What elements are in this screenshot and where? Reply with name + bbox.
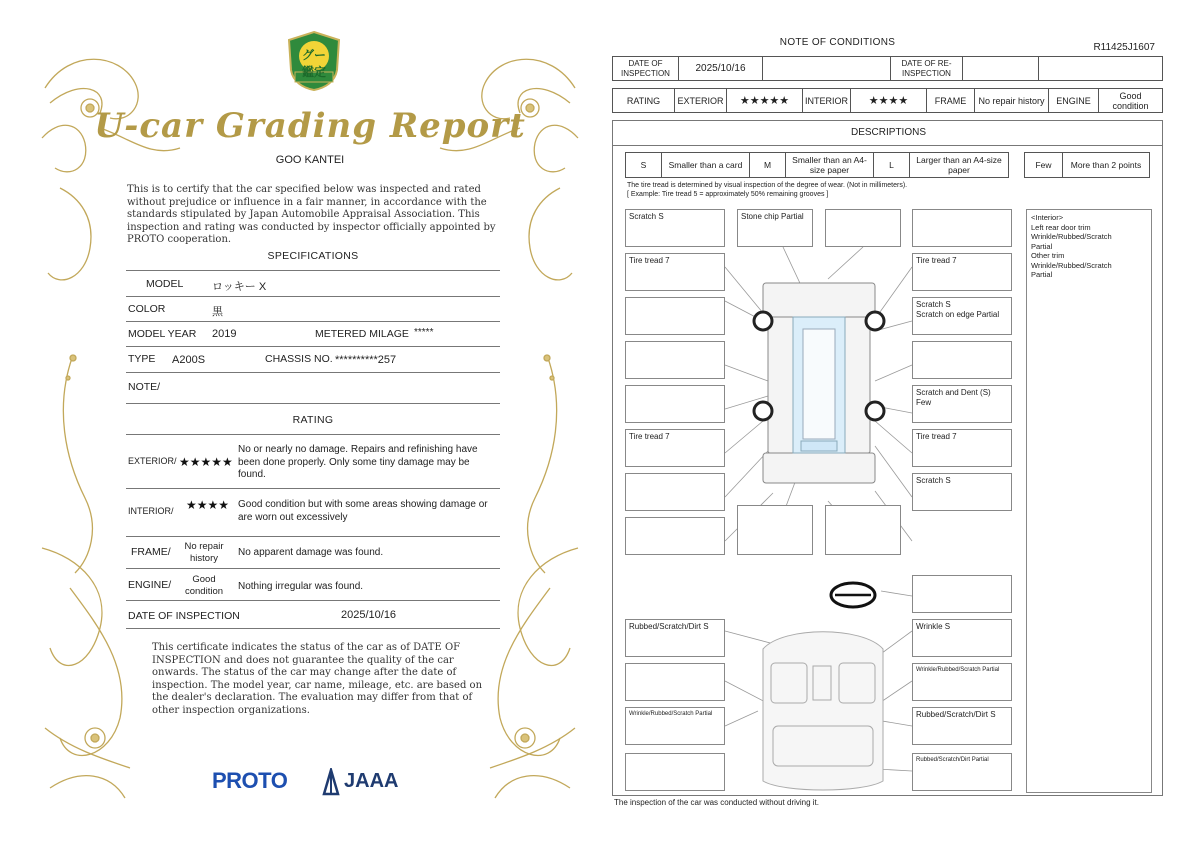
note-box-empty — [625, 753, 725, 791]
date-of-reinspection-label: DATE OF RE-INSPECTION — [891, 57, 963, 81]
interior-description: Good condition but with some areas showing damage or are worn out excessively — [238, 499, 488, 523]
blank-cell — [963, 57, 1039, 81]
note-box-empty — [625, 341, 725, 379]
frame-label: FRAME — [927, 89, 975, 113]
blank-cell — [1039, 57, 1163, 81]
inspection-date-table — [612, 56, 1163, 81]
divider — [126, 321, 500, 322]
divider — [126, 270, 500, 271]
metered-mileage-label: METERED MILAGE — [315, 328, 409, 340]
grading-certificate — [40, 28, 580, 818]
note-box-empty — [825, 505, 901, 555]
engine-label: ENGINE/ — [128, 579, 172, 591]
engine-description: Nothing irregular was found. — [238, 581, 364, 592]
note-box-scratch-edge — [912, 297, 1012, 335]
legend-few-desc: More than 2 points — [1063, 153, 1150, 178]
date-of-inspection-label: DATE OF INSPECTION — [613, 57, 679, 81]
note-box-scratch-rear: Scratch S — [912, 473, 1012, 511]
note-box-tire-front-left: Tire tread 7 — [625, 253, 725, 291]
scratch-edge-line-1: Scratch S — [916, 300, 951, 309]
interior-stars: ★★★★ — [851, 89, 927, 113]
divider — [126, 600, 500, 601]
engine-value: Good condition — [184, 574, 224, 597]
color-value: 黒 — [212, 306, 223, 318]
metered-mileage-value: ***** — [414, 327, 434, 338]
frame-label: FRAME/ — [131, 546, 171, 558]
tire-note-line-1: The tire tread is determined by visual inspection of the degree of wear. (Not in millimeters). — [627, 182, 908, 189]
blank-cell — [763, 57, 891, 81]
badge-text: グー鑑定 — [301, 48, 326, 79]
note-box-rubbed-left: Rubbed/Scratch/Dirt S — [625, 619, 725, 657]
exterior-description: No or nearly no damage. Repairs and refinishing have been done properly. Only some tiny damage may be found. — [238, 444, 478, 480]
frame-value: No repair history — [184, 541, 224, 564]
color-label: COLOR — [128, 303, 166, 315]
exterior-label: EXTERIOR/ — [128, 456, 177, 466]
interior-note-line: <Interior> — [1031, 213, 1064, 222]
note-box-empty — [625, 297, 725, 335]
note-box-wrinkle-s: Wrinkle S — [912, 619, 1012, 657]
note-box-empty — [912, 209, 1012, 247]
note-box-empty — [625, 385, 725, 423]
exterior-stars: ★★★★★ — [727, 89, 803, 113]
exterior-stars: ★★★★★ — [179, 455, 233, 469]
rating-table — [612, 88, 1163, 113]
legend-few-key: Few — [1025, 153, 1063, 178]
date-of-inspection-value: 2025/10/16 — [679, 57, 763, 81]
model-year-value: 2019 — [212, 328, 237, 340]
note-box-tire-rear-left: Tire tread 7 — [625, 429, 725, 467]
frame-value: No repair history — [975, 89, 1049, 113]
jaaa-logo: JAAA — [344, 770, 399, 792]
jaaa-logo-icon — [322, 768, 340, 796]
descriptions-heading: DESCRIPTIONS — [850, 127, 926, 138]
note-label: NOTE/ — [128, 381, 161, 393]
divider — [126, 536, 500, 537]
type-label: TYPE — [128, 353, 156, 365]
note-box-wrinkle-left: Wrinkle/Rubbed/Scratch Partial — [625, 707, 725, 745]
type-value: A200S — [172, 354, 206, 366]
rating-label: RATING — [613, 89, 675, 113]
legend-m-key: M — [750, 153, 786, 178]
interior-label: INTERIOR/ — [128, 506, 174, 516]
report-subtitle: GOO KANTEI — [275, 154, 345, 166]
note-box-stone-chip: Stone chip Partial — [737, 209, 813, 247]
divider — [126, 434, 500, 435]
interior-note-line: Left rear door trim — [1031, 222, 1091, 232]
bottom-note: The inspection of the car was conducted without driving it. — [614, 798, 819, 807]
interior-note-line: Partial — [1031, 270, 1053, 279]
tire-note-line-2: [ Example: Tire tread 5 = approximately 50% remaining grooves ] — [627, 191, 829, 198]
legend-s-key: S — [626, 153, 662, 178]
legend-s-desc: Smaller than a card — [662, 153, 750, 178]
date-of-inspection-value: 2025/10/16 — [341, 609, 397, 621]
chassis-label: CHASSIS NO. — [265, 353, 333, 365]
date-of-inspection-label: DATE OF INSPECTION — [128, 610, 240, 622]
note-box-tire-front-right: Tire tread 7 — [912, 253, 1012, 291]
engine-label: ENGINE — [1049, 89, 1099, 113]
divider — [126, 628, 500, 629]
logos — [212, 768, 432, 798]
document-id: R11425J1607 — [1093, 42, 1155, 53]
certify-text: This is to certify that the car specified below was inspected and rated without prejudice or influence in a fair manner, in accordance with the standards stipulated by Japan Automobile Appraisal Association. This inspection and rating was conducted by inspector officially appointed by PROTO cooperation. — [127, 184, 496, 245]
report-title: U-car Grading Report — [94, 106, 526, 146]
specifications-heading: SPECIFICATIONS — [267, 250, 359, 262]
divider — [126, 346, 500, 347]
chassis-value: **********257 — [335, 354, 397, 366]
note-box-empty — [625, 517, 725, 555]
divider — [126, 403, 500, 404]
note-box-empty — [737, 505, 813, 555]
footer-note: This certificate indicates the status of the car as of DATE OF INSPECTION and does not guarantee the quality of the car onwards. The status of the car may change after the date of inspection. The model year, car name, mileage, etc. are based on the dealer's declaration. The evaluation may differ from that of other inspection organizations. — [152, 642, 483, 716]
note-box-empty — [825, 209, 901, 247]
divider — [126, 568, 500, 569]
model-label: MODEL — [146, 278, 184, 290]
legend-l-desc: Larger than an A4-size paper — [910, 153, 1009, 178]
legend-m-desc: Smaller than an A4-size paper — [786, 153, 874, 178]
model-value: ロッキー X — [212, 281, 267, 293]
note-box-scratch-top: Scratch S — [625, 209, 725, 247]
scratch-edge-line-2: Scratch on edge Partial — [916, 310, 1000, 319]
model-year-label: MODEL YEAR — [128, 328, 197, 340]
interior-note-line: Other trim — [1031, 251, 1065, 260]
interior-label: INTERIOR — [803, 89, 851, 113]
car-interior-view — [763, 632, 883, 790]
car-top-view — [763, 283, 875, 483]
interior-note-line: Wrinkle/Rubbed/Scratch — [1031, 232, 1112, 241]
noc-title: NOTE OF CONDITIONS — [779, 37, 896, 48]
exterior-label: EXTERIOR — [675, 89, 727, 113]
note-box-wrinkle-right: Wrinkle/Rubbed/Scratch Partial — [912, 663, 1012, 701]
interior-stars: ★★★★ — [186, 498, 230, 512]
note-box-tire-rear-right: Tire tread 7 — [912, 429, 1012, 467]
engine-value: Good condition — [1099, 89, 1163, 113]
note-box-empty — [625, 473, 725, 511]
rating-heading: RATING — [292, 414, 334, 426]
frame-description: No apparent damage was found. — [238, 547, 384, 558]
descriptions-panel — [612, 120, 1163, 796]
interior-note-line: Wrinkle/Rubbed/Scratch — [1031, 260, 1112, 270]
interior-note-line: Partial — [1031, 241, 1053, 251]
note-box-rubbed-partial: Rubbed/Scratch/Dirt Partial — [912, 753, 1012, 791]
note-box-empty — [912, 341, 1012, 379]
note-box-empty — [625, 663, 725, 701]
divider — [126, 296, 500, 297]
legend-l-key: L — [874, 153, 910, 178]
divider — [126, 372, 500, 373]
note-box-empty — [912, 575, 1012, 613]
interior-notes-box — [1026, 209, 1152, 793]
note-of-conditions — [610, 36, 1165, 816]
note-box-scratch-dent: Scratch and Dent (S) Few — [912, 385, 1012, 423]
note-box-rubbed-right: Rubbed/Scratch/Dirt S — [912, 707, 1012, 745]
steering-wheel-icon — [831, 583, 875, 607]
proto-logo: PROTO — [212, 768, 288, 793]
divider — [126, 488, 500, 489]
